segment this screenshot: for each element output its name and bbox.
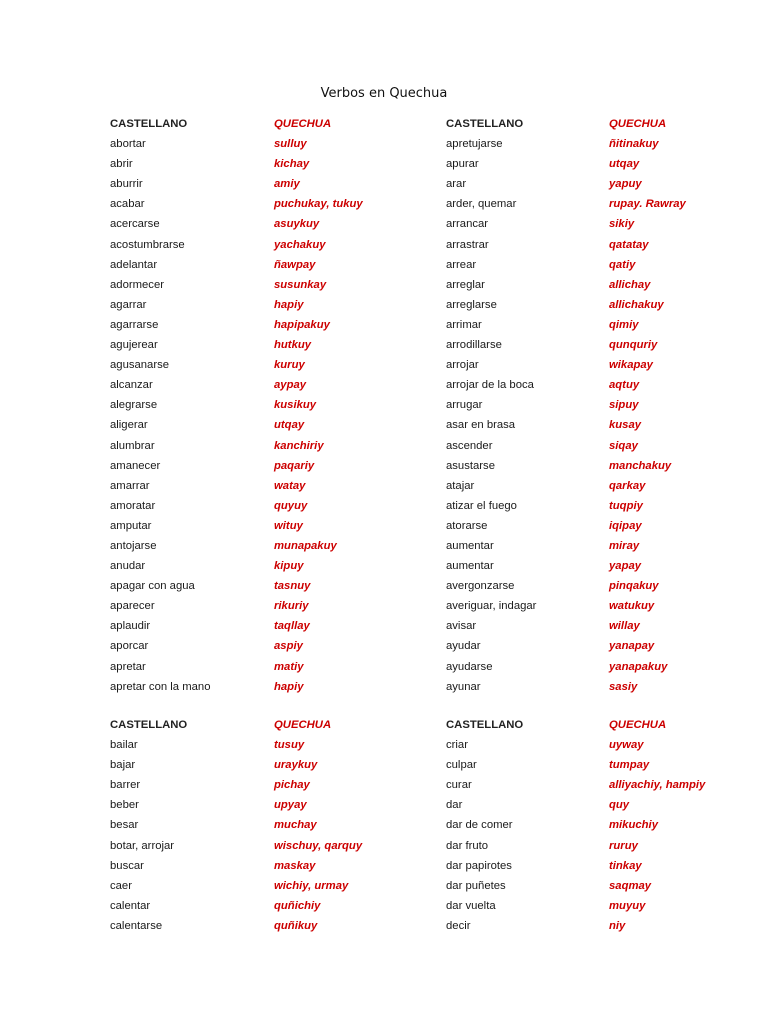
- spanish-word: atajar: [446, 479, 475, 492]
- quechua-word: hapiy: [274, 298, 304, 311]
- spanish-word: besar: [110, 819, 139, 832]
- column-header-castellano-right: CASTELLANO: [446, 719, 524, 731]
- table-row: [0, 436, 768, 456]
- spanish-word: apagar con agua: [110, 580, 195, 593]
- spanish-word: bajar: [110, 759, 136, 772]
- quechua-word: pichay: [274, 779, 310, 792]
- spanish-word: ayudar: [446, 640, 481, 653]
- spanish-word: calentar: [110, 899, 151, 912]
- quechua-word: sasiy: [609, 680, 638, 693]
- quechua-word: kusikuy: [274, 399, 317, 412]
- quechua-word: yachakuy: [274, 238, 326, 251]
- table-row: [0, 174, 768, 194]
- table-row: [0, 194, 768, 214]
- spanish-word: alumbrar: [110, 439, 155, 452]
- spanish-word: apretar: [110, 660, 146, 673]
- spanish-word: aligerar: [110, 419, 148, 432]
- spanish-word: arrear: [446, 258, 477, 271]
- column-header-quechua-left: QUECHUA: [274, 118, 332, 130]
- table-row: [0, 235, 768, 255]
- vocab-table-a: [0, 114, 768, 697]
- quechua-word: wichiy, urmay: [274, 879, 349, 892]
- quechua-word: niy: [609, 919, 626, 932]
- spanish-word: acercarse: [110, 218, 160, 231]
- spanish-word: aparecer: [110, 600, 155, 613]
- spanish-word: acabar: [110, 198, 145, 211]
- table-row: [0, 395, 768, 415]
- spanish-word: acostumbrarse: [110, 238, 185, 251]
- table-row: [0, 856, 768, 876]
- spanish-word: aporcar: [110, 640, 149, 653]
- quechua-word: kusay: [609, 419, 642, 432]
- quechua-word: taqllay: [274, 620, 310, 633]
- spanish-word: adormecer: [110, 278, 164, 291]
- quechua-word: aypay: [274, 379, 307, 392]
- spanish-word: ayunar: [446, 680, 481, 693]
- quechua-word: aqtuy: [609, 379, 640, 392]
- spanish-word: arrugar: [446, 399, 483, 412]
- table-row: [0, 916, 768, 936]
- quechua-word: watukuy: [609, 600, 655, 613]
- quechua-word: qatatay: [609, 238, 649, 251]
- quechua-word: qunquriy: [609, 339, 658, 352]
- column-header-castellano-left: CASTELLANO: [110, 719, 188, 731]
- quechua-word: tinkay: [609, 859, 642, 872]
- table-row: [0, 636, 768, 656]
- spanish-word: culpar: [446, 759, 477, 772]
- quechua-word: upyay: [274, 799, 307, 812]
- spanish-word: anudar: [110, 560, 146, 573]
- spanish-word: arreglarse: [446, 298, 497, 311]
- quechua-word: utqay: [609, 158, 640, 171]
- table-row: [0, 876, 768, 896]
- quechua-word: puchukay, tukuy: [274, 198, 363, 211]
- quechua-word: qimiy: [609, 318, 639, 331]
- spanish-word: curar: [446, 779, 472, 792]
- spanish-word: agarrar: [110, 298, 147, 311]
- table-row: [0, 355, 768, 375]
- table-row: [0, 677, 768, 697]
- table-row: [0, 616, 768, 636]
- spanish-word: agujerear: [110, 339, 158, 352]
- table-row: [0, 375, 768, 395]
- spanish-word: agusanarse: [110, 359, 170, 372]
- spanish-word: amputar: [110, 519, 152, 532]
- vocab-table-b: [0, 715, 768, 936]
- table-row: [0, 214, 768, 234]
- quechua-word: alliyachiy, hampiy: [609, 779, 706, 792]
- quechua-word: quy: [609, 799, 630, 812]
- quechua-word: utqay: [274, 419, 305, 432]
- quechua-word: sipuy: [609, 399, 639, 412]
- quechua-word: quñichiy: [274, 899, 321, 912]
- table-row: [0, 415, 768, 435]
- quechua-word: ñitinakuy: [609, 138, 659, 151]
- table-row: [0, 536, 768, 556]
- header-row: [0, 715, 768, 735]
- spanish-word: arrojar de la boca: [446, 379, 534, 392]
- table-row: [0, 735, 768, 755]
- quechua-word: paqariy: [274, 459, 315, 472]
- column-header-castellano-left: CASTELLANO: [110, 118, 188, 130]
- spanish-word: arreglar: [446, 278, 485, 291]
- quechua-word: ñawpay: [274, 258, 316, 271]
- table-row: [0, 815, 768, 835]
- quechua-word: quyuy: [274, 499, 308, 512]
- quechua-word: yapuy: [609, 178, 642, 191]
- spanish-word: decir: [446, 919, 471, 932]
- spanish-word: dar de comer: [446, 819, 513, 832]
- spanish-word: aumentar: [446, 539, 494, 552]
- quechua-word: muyuy: [609, 899, 646, 912]
- spanish-word: avisar: [446, 620, 477, 633]
- quechua-word: tusuy: [274, 739, 305, 752]
- quechua-word: matiy: [274, 660, 304, 673]
- table-row: [0, 896, 768, 916]
- spanish-word: alegrarse: [110, 399, 158, 412]
- quechua-word: tasnuy: [274, 580, 311, 593]
- table-row: [0, 496, 768, 516]
- table-row: [0, 657, 768, 677]
- quechua-word: yapay: [609, 560, 642, 573]
- spanish-word: arrancar: [446, 218, 489, 231]
- spanish-word: atizar el fuego: [446, 499, 517, 512]
- quechua-word: pinqakuy: [609, 580, 659, 593]
- spanish-word: arrojar: [446, 359, 479, 372]
- quechua-word: kipuy: [274, 560, 304, 573]
- spanish-word: beber: [110, 799, 139, 812]
- quechua-word: aspiy: [274, 640, 303, 653]
- spanish-word: criar: [446, 739, 468, 752]
- quechua-word: yanapakuy: [609, 660, 668, 673]
- table-row: [0, 795, 768, 815]
- table-row: [0, 154, 768, 174]
- spanish-word: bailar: [110, 739, 138, 752]
- quechua-word: hapiy: [274, 680, 304, 693]
- quechua-word: watay: [274, 479, 306, 492]
- quechua-word: qarkay: [609, 479, 646, 492]
- table-row: [0, 576, 768, 596]
- column-header-quechua-right: QUECHUA: [609, 719, 667, 731]
- spanish-word: aumentar: [446, 560, 494, 573]
- spanish-word: dar puñetes: [446, 879, 506, 892]
- quechua-word: uyway: [609, 739, 644, 752]
- quechua-word: tumpay: [609, 759, 650, 772]
- quechua-word: kuruy: [274, 359, 305, 372]
- spanish-word: abortar: [110, 138, 146, 151]
- quechua-word: miray: [609, 539, 640, 552]
- header-row: [0, 114, 768, 134]
- table-row: [0, 755, 768, 775]
- table-row: [0, 275, 768, 295]
- spanish-word: ascender: [446, 439, 493, 452]
- quechua-word: uraykuy: [274, 759, 318, 772]
- spanish-word: barrer: [110, 779, 141, 792]
- spanish-word: dar papirotes: [446, 859, 512, 872]
- quechua-word: mikuchiy: [609, 819, 658, 832]
- spanish-word: alcanzar: [110, 379, 153, 392]
- quechua-word: qatiy: [609, 258, 636, 271]
- spanish-word: arder, quemar: [446, 198, 517, 211]
- spanish-word: buscar: [110, 859, 144, 872]
- column-header-quechua-left: QUECHUA: [274, 719, 332, 731]
- spanish-word: averiguar, indagar: [446, 600, 537, 613]
- spanish-word: dar vuelta: [446, 899, 496, 912]
- spanish-word: arar: [446, 178, 467, 191]
- quechua-word: munapakuy: [274, 539, 337, 552]
- spanish-word: apretujarse: [446, 138, 503, 151]
- spanish-word: arrimar: [446, 318, 482, 331]
- table-row: [0, 775, 768, 795]
- quechua-word: wituy: [274, 519, 303, 532]
- spanish-word: asustarse: [446, 459, 495, 472]
- table-row: [0, 516, 768, 536]
- table-row: [0, 596, 768, 616]
- spanish-word: arrastrar: [446, 238, 489, 251]
- quechua-word: rikuriy: [274, 600, 309, 613]
- quechua-word: susunkay: [274, 278, 327, 291]
- quechua-word: quñikuy: [274, 919, 318, 932]
- quechua-word: ruruy: [609, 839, 638, 852]
- spanish-word: amarrar: [110, 479, 150, 492]
- spanish-word: dar fruto: [446, 839, 489, 852]
- quechua-word: allichay: [609, 278, 651, 291]
- quechua-word: maskay: [274, 859, 316, 872]
- quechua-word: kichay: [274, 158, 310, 171]
- quechua-word: tuqpiy: [609, 499, 643, 512]
- quechua-word: iqipay: [609, 519, 642, 532]
- quechua-word: sulluy: [274, 138, 307, 151]
- spanish-word: aplaudir: [110, 620, 151, 633]
- quechua-word: hutkuy: [274, 339, 312, 352]
- spanish-word: asar en brasa: [446, 419, 516, 432]
- table-row: [0, 476, 768, 496]
- column-header-quechua-right: QUECHUA: [609, 118, 667, 130]
- quechua-word: kanchiriy: [274, 439, 324, 452]
- spanish-word: amoratar: [110, 499, 156, 512]
- spanish-word: ayudarse: [446, 660, 493, 673]
- table-row: [0, 556, 768, 576]
- quechua-word: wikapay: [609, 359, 653, 372]
- spanish-word: calentarse: [110, 919, 163, 932]
- spanish-word: atorarse: [446, 519, 488, 532]
- table-row: [0, 315, 768, 335]
- spanish-word: abrir: [110, 158, 133, 171]
- table-row: [0, 335, 768, 355]
- quechua-word: yanapay: [609, 640, 655, 653]
- spanish-word: apretar con la mano: [110, 680, 211, 693]
- spanish-word: caer: [110, 879, 132, 892]
- spanish-word: arrodillarse: [446, 339, 502, 352]
- spanish-word: amanecer: [110, 459, 161, 472]
- spanish-word: botar, arrojar: [110, 839, 175, 852]
- spanish-word: dar: [446, 799, 463, 812]
- quechua-word: willay: [609, 620, 640, 633]
- table-row: [0, 134, 768, 154]
- page-title: Verbos en Quechua: [320, 86, 448, 101]
- table-row: [0, 836, 768, 856]
- table-row: [0, 295, 768, 315]
- spanish-word: aburrir: [110, 178, 143, 191]
- quechua-word: siqay: [609, 439, 638, 452]
- column-header-castellano-right: CASTELLANO: [446, 118, 524, 130]
- quechua-word: manchakuy: [609, 459, 672, 472]
- spanish-word: agarrarse: [110, 318, 159, 331]
- quechua-word: wischuy, qarquy: [274, 839, 363, 852]
- spanish-word: antojarse: [110, 539, 157, 552]
- quechua-word: amiy: [274, 178, 300, 191]
- quechua-word: saqmay: [609, 879, 652, 892]
- table-row: [0, 456, 768, 476]
- spanish-word: apurar: [446, 158, 479, 171]
- quechua-word: muchay: [274, 819, 317, 832]
- spanish-word: avergonzarse: [446, 580, 515, 593]
- table-row: [0, 255, 768, 275]
- spanish-word: adelantar: [110, 258, 158, 271]
- quechua-word: allichakuy: [609, 298, 664, 311]
- quechua-word: sikiy: [609, 218, 635, 231]
- quechua-word: hapipakuy: [274, 318, 330, 331]
- quechua-word: asuykuy: [274, 218, 320, 231]
- quechua-word: rupay. Rawray: [609, 198, 686, 211]
